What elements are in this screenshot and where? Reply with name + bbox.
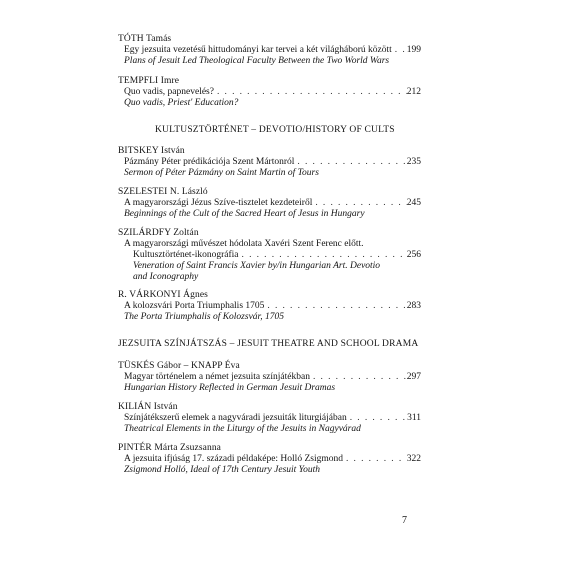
entry-page: 235 [406, 157, 421, 167]
entry-title: Quo vadis, papnevelés? [124, 87, 214, 97]
entry-english-title: Beginnings of the Cult of the Sacred Heart of Jesus in Hungary [124, 209, 365, 219]
entry-page: 283 [406, 301, 421, 311]
section-heading: KULTUSZTÖRTÉNET – DEVOTIO/HISTORY OF CULTS [155, 125, 395, 135]
entry-title-line [124, 301, 421, 311]
entry-title-line [124, 157, 421, 167]
entry-title-line [124, 45, 421, 55]
entry-english-title: The Porta Triumphalis of Kolozsvár, 1705 [124, 312, 284, 322]
entry-page: 199 [406, 45, 421, 55]
entry-title: A magyarországi Jézus Szíve-tisztelet kezdeteiről [124, 198, 313, 208]
leader-dots [310, 372, 407, 382]
entry-english-title: Hungarian History Reflected in German Jesuit Dramas [124, 383, 336, 393]
leader-dots [239, 250, 407, 260]
entry-title: Magyar történelem a német jezsuita színjátékban [124, 372, 310, 382]
entry-title-line [124, 413, 421, 423]
entry-author: R. VÁRKONYI Ágnes [118, 290, 208, 300]
entry-author: SZILÁRDFY Zoltán [118, 228, 199, 238]
entry-english-title: Sermon of Péter Pázmány on Saint Martin of Tours [124, 168, 319, 178]
leader-dots [312, 198, 406, 208]
leader-dots [214, 87, 407, 97]
entry-title-line [124, 454, 421, 464]
leader-dots [294, 157, 406, 167]
leader-dots [347, 413, 407, 423]
entry-author: PINTÉR Márta Zsuzsanna [118, 443, 221, 453]
entry-english-title-continued: and Iconography [133, 272, 199, 282]
entry-english-title: Zsigmond Holló, Ideal of 17th Century Jesuit Youth [124, 465, 320, 475]
entry-author: TEMPFLI Imre [118, 76, 180, 86]
entry-title: Egy jezsuita vezetésű hittudományi kar tervei a két világháború között [124, 45, 392, 55]
entry-english-title: Plans of Jesuit Led Theological Faculty Between the Two World Wars [124, 56, 390, 66]
entry-title-line [124, 198, 421, 208]
entry-page: 322 [406, 454, 421, 464]
entry-title: Színjátékszerű elemek a nagyváradi jezsuiták liturgiájában [124, 413, 347, 423]
entry-english-title: Veneration of Saint Francis Xavier by/in Hungarian Art. Devotio [133, 261, 381, 271]
entry-title: A jezsuita ifjúság 17. századi példaképe: Holló Zsigmond [124, 454, 343, 464]
entry-title-line [124, 372, 421, 382]
section-heading: JEZSUITA SZÍNJÁTSZÁS – JESUIT THEATRE AND SCHOOL DRAMA [118, 339, 419, 349]
entry-author: SZELESTEI N. László [118, 187, 208, 197]
entry-title: Pázmány Péter prédikációja Szent Mártonról [124, 157, 295, 167]
entry-english-title: Quo vadis, Priest' Education? [124, 98, 239, 108]
entry-page: 297 [406, 372, 421, 382]
entry-author: KILIÁN István [118, 402, 178, 412]
entry-title-continued: Kultusztörténet-ikonográfia [133, 250, 239, 260]
leader-dots [264, 301, 406, 311]
entry-author: TÜSKÉS Gábor – KNAPP Éva [118, 361, 240, 371]
entry-author: BITSKEY István [118, 146, 185, 156]
entry-title: A kolozsvári Porta Triumphalis 1705 [124, 301, 265, 311]
entry-title: A magyarországi művészet hódolata Xavéri Szent Ferenc előtt. [124, 239, 364, 249]
leader-dots [343, 454, 407, 464]
entry-english-title: Theatrical Elements in the Liturgy of the Jesuits in Nagyvárad [124, 424, 361, 434]
leader-dots [392, 45, 407, 55]
entry-title-line [124, 87, 421, 97]
page-number: 7 [402, 515, 407, 526]
entry-page: 256 [406, 250, 421, 260]
entry-page: 212 [406, 87, 421, 97]
entry-page: 245 [406, 198, 421, 208]
entry-author: TÓTH Tamás [118, 34, 172, 44]
entry-title-line [133, 250, 421, 260]
entry-page: 311 [407, 413, 421, 423]
